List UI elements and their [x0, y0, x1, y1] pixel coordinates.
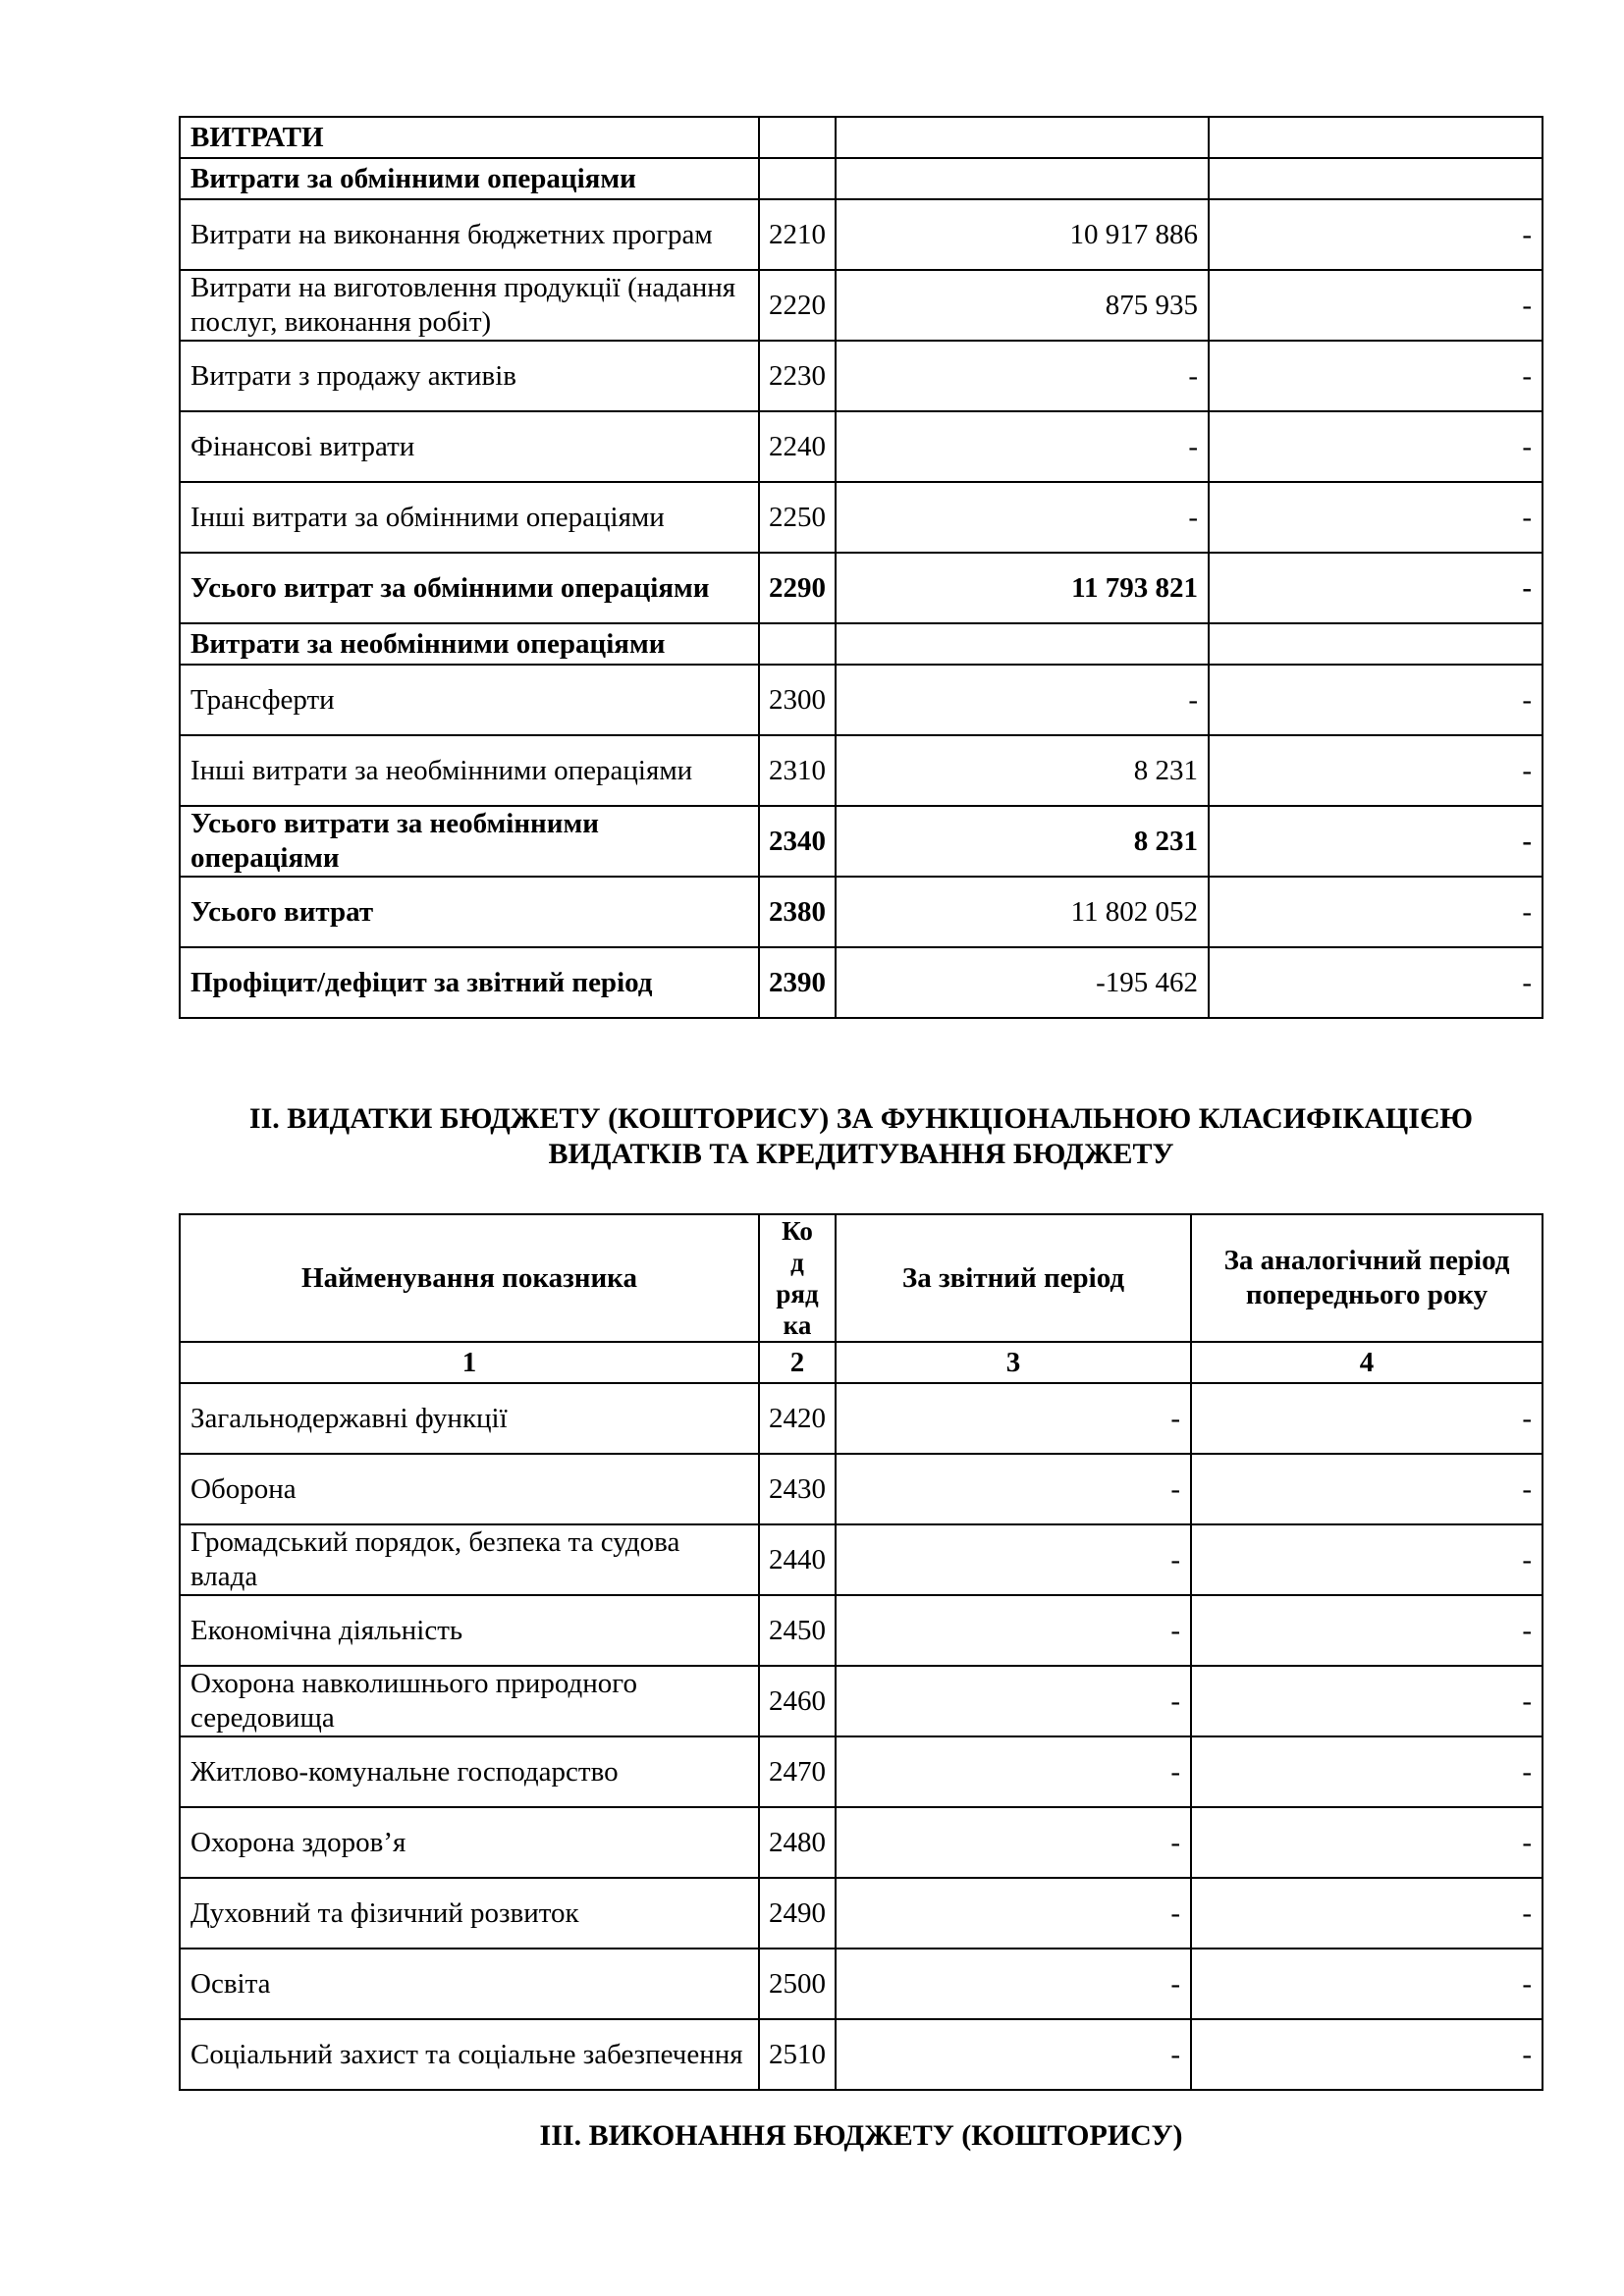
header-code	[759, 1214, 836, 1342]
table-row	[180, 877, 1543, 947]
row-code: 2500	[759, 1949, 836, 2019]
current-period-value: 8 231	[836, 806, 1209, 877]
row-label: Оборона	[180, 1454, 759, 1524]
row-code: 2470	[759, 1736, 836, 1807]
header-name: Найменування показника	[180, 1214, 759, 1342]
previous-period-value: -	[1191, 1736, 1543, 1807]
table-row	[180, 158, 1543, 199]
current-period-value: -	[836, 2019, 1191, 2090]
section-2-title-line2: ВИДАТКІВ ТА КРЕДИТУВАННЯ БЮДЖЕТУ	[548, 1138, 1174, 1170]
previous-period-value	[1209, 623, 1543, 665]
section-3-title: ІІІ. ВИКОНАННЯ БЮДЖЕТУ (КОШТОРИСУ)	[539, 2119, 1183, 2152]
column-number: 1	[180, 1342, 759, 1383]
current-period-value: -	[836, 411, 1209, 482]
table-row	[180, 199, 1543, 270]
row-label: Економічна діяльність	[180, 1595, 759, 1666]
row-label: Духовний та фізичний розвиток	[180, 1878, 759, 1949]
section-2-title	[179, 1101, 1543, 1172]
current-period-value: -	[836, 665, 1209, 735]
row-label: Трансферти	[180, 665, 759, 735]
column-number: 2	[759, 1342, 836, 1383]
row-label: Витрати на виготовлення продукції (надання послуг, виконання робіт)	[180, 270, 759, 341]
row-code: 2230	[759, 341, 836, 411]
current-period-value	[836, 117, 1209, 158]
row-code: 2420	[759, 1383, 836, 1454]
current-period-value	[836, 158, 1209, 199]
table-row	[180, 553, 1543, 623]
column-number-row	[180, 1342, 1543, 1383]
previous-period-value: -	[1209, 553, 1543, 623]
previous-period-value: -	[1191, 1807, 1543, 1878]
table-row	[180, 1454, 1543, 1524]
previous-period-value: -	[1209, 341, 1543, 411]
previous-period-value: -	[1191, 2019, 1543, 2090]
row-code: 2310	[759, 735, 836, 806]
previous-period-value: -	[1209, 482, 1543, 553]
row-code: 2290	[759, 553, 836, 623]
previous-period-value: -	[1209, 270, 1543, 341]
current-period-value: -	[836, 1524, 1191, 1595]
row-code	[759, 117, 836, 158]
previous-period-value: -	[1209, 665, 1543, 735]
table-row	[180, 411, 1543, 482]
table-row	[180, 117, 1543, 158]
previous-period-value: -	[1191, 1666, 1543, 1736]
row-label: Витрати за обмінними операціями	[180, 158, 759, 199]
table-row	[180, 665, 1543, 735]
previous-period-value: -	[1209, 877, 1543, 947]
table-row	[180, 806, 1543, 877]
previous-period-value: -	[1209, 411, 1543, 482]
row-code	[759, 158, 836, 199]
current-period-value: -	[836, 1383, 1191, 1454]
row-label: Освіта	[180, 1949, 759, 2019]
header-code-line: ряд	[776, 1279, 819, 1308]
table-row	[180, 1383, 1543, 1454]
previous-period-value	[1209, 158, 1543, 199]
column-number: 3	[836, 1342, 1191, 1383]
previous-period-value: -	[1191, 1878, 1543, 1949]
row-code: 2440	[759, 1524, 836, 1595]
row-label: Інші витрати за обмінними операціями	[180, 482, 759, 553]
table-row	[180, 482, 1543, 553]
current-period-value: -	[836, 1736, 1191, 1807]
current-period-value: -	[836, 1454, 1191, 1524]
row-code: 2390	[759, 947, 836, 1018]
table-row	[180, 270, 1543, 341]
table-row	[180, 1595, 1543, 1666]
row-label: Витрати на виконання бюджетних програм	[180, 199, 759, 270]
row-label: Загальнодержавні функції	[180, 1383, 759, 1454]
current-period-value: 10 917 886	[836, 199, 1209, 270]
current-period-value: -	[836, 482, 1209, 553]
header-previous-period: За аналогічний період попереднього року	[1191, 1214, 1543, 1342]
row-label: Громадський порядок, безпека та судова влада	[180, 1524, 759, 1595]
row-label: ВИТРАТИ	[180, 117, 759, 158]
previous-period-value: -	[1191, 1524, 1543, 1595]
table-row	[180, 1807, 1543, 1878]
row-label: Усього витрат	[180, 877, 759, 947]
current-period-value: -	[836, 341, 1209, 411]
previous-period-value: -	[1209, 199, 1543, 270]
table-row	[180, 947, 1543, 1018]
expenses-table	[179, 116, 1543, 1019]
header-current-period: За звітний період	[836, 1214, 1191, 1342]
table-row	[180, 735, 1543, 806]
header-code-line: ка	[783, 1310, 812, 1340]
table-row	[180, 2019, 1543, 2090]
current-period-value: -	[836, 1949, 1191, 2019]
previous-period-value: -	[1191, 1454, 1543, 1524]
header-code-line: д	[790, 1248, 804, 1277]
row-code: 2480	[759, 1807, 836, 1878]
row-code: 2510	[759, 2019, 836, 2090]
previous-period-value: -	[1191, 1949, 1543, 2019]
current-period-value: -	[836, 1878, 1191, 1949]
row-label: Профіцит/дефіцит за звітний період	[180, 947, 759, 1018]
row-code: 2340	[759, 806, 836, 877]
row-code: 2250	[759, 482, 836, 553]
row-code: 2210	[759, 199, 836, 270]
current-period-value: -	[836, 1666, 1191, 1736]
row-code	[759, 623, 836, 665]
table-row	[180, 1666, 1543, 1736]
table-row	[180, 1949, 1543, 2019]
row-label: Витрати з продажу активів	[180, 341, 759, 411]
row-code: 2460	[759, 1666, 836, 1736]
row-label: Інші витрати за необмінними операціями	[180, 735, 759, 806]
row-label: Охорона здоров’я	[180, 1807, 759, 1878]
row-code: 2300	[759, 665, 836, 735]
row-code: 2430	[759, 1454, 836, 1524]
functional-classification-table	[179, 1213, 1543, 2091]
previous-period-value	[1209, 117, 1543, 158]
current-period-value: 11 793 821	[836, 553, 1209, 623]
current-period-value: 875 935	[836, 270, 1209, 341]
table-header-row	[180, 1214, 1543, 1342]
row-label: Витрати за необмінними операціями	[180, 623, 759, 665]
previous-period-value: -	[1191, 1383, 1543, 1454]
header-code-line: Ко	[782, 1216, 813, 1246]
previous-period-value: -	[1209, 947, 1543, 1018]
table-row	[180, 623, 1543, 665]
current-period-value	[836, 623, 1209, 665]
previous-period-value: -	[1209, 735, 1543, 806]
previous-period-value: -	[1191, 1595, 1543, 1666]
section-2-title-line1: ІІ. ВИДАТКИ БЮДЖЕТУ (КОШТОРИСУ) ЗА ФУНКЦІОНАЛЬНОЮ КЛАСИФІКАЦІЄЮ	[248, 1102, 1474, 1135]
row-code: 2380	[759, 877, 836, 947]
row-label: Соціальний захист та соціальне забезпечення	[180, 2019, 759, 2090]
row-label: Усього витрат за обмінними операціями	[180, 553, 759, 623]
table-row	[180, 1878, 1543, 1949]
row-code: 2220	[759, 270, 836, 341]
row-code: 2240	[759, 411, 836, 482]
row-label: Житлово-комунальне господарство	[180, 1736, 759, 1807]
table-row	[180, 1524, 1543, 1595]
row-code: 2490	[759, 1878, 836, 1949]
row-label: Фінансові витрати	[180, 411, 759, 482]
row-label: Охорона навколишнього природного середовища	[180, 1666, 759, 1736]
table-row	[180, 341, 1543, 411]
current-period-value: -195 462	[836, 947, 1209, 1018]
current-period-value: -	[836, 1807, 1191, 1878]
current-period-value: -	[836, 1595, 1191, 1666]
current-period-value: 11 802 052	[836, 877, 1209, 947]
current-period-value: 8 231	[836, 735, 1209, 806]
row-label: Усього витрати за необмінними операціями	[180, 806, 759, 877]
previous-period-value: -	[1209, 806, 1543, 877]
column-number: 4	[1191, 1342, 1543, 1383]
row-code: 2450	[759, 1595, 836, 1666]
table-row	[180, 1736, 1543, 1807]
